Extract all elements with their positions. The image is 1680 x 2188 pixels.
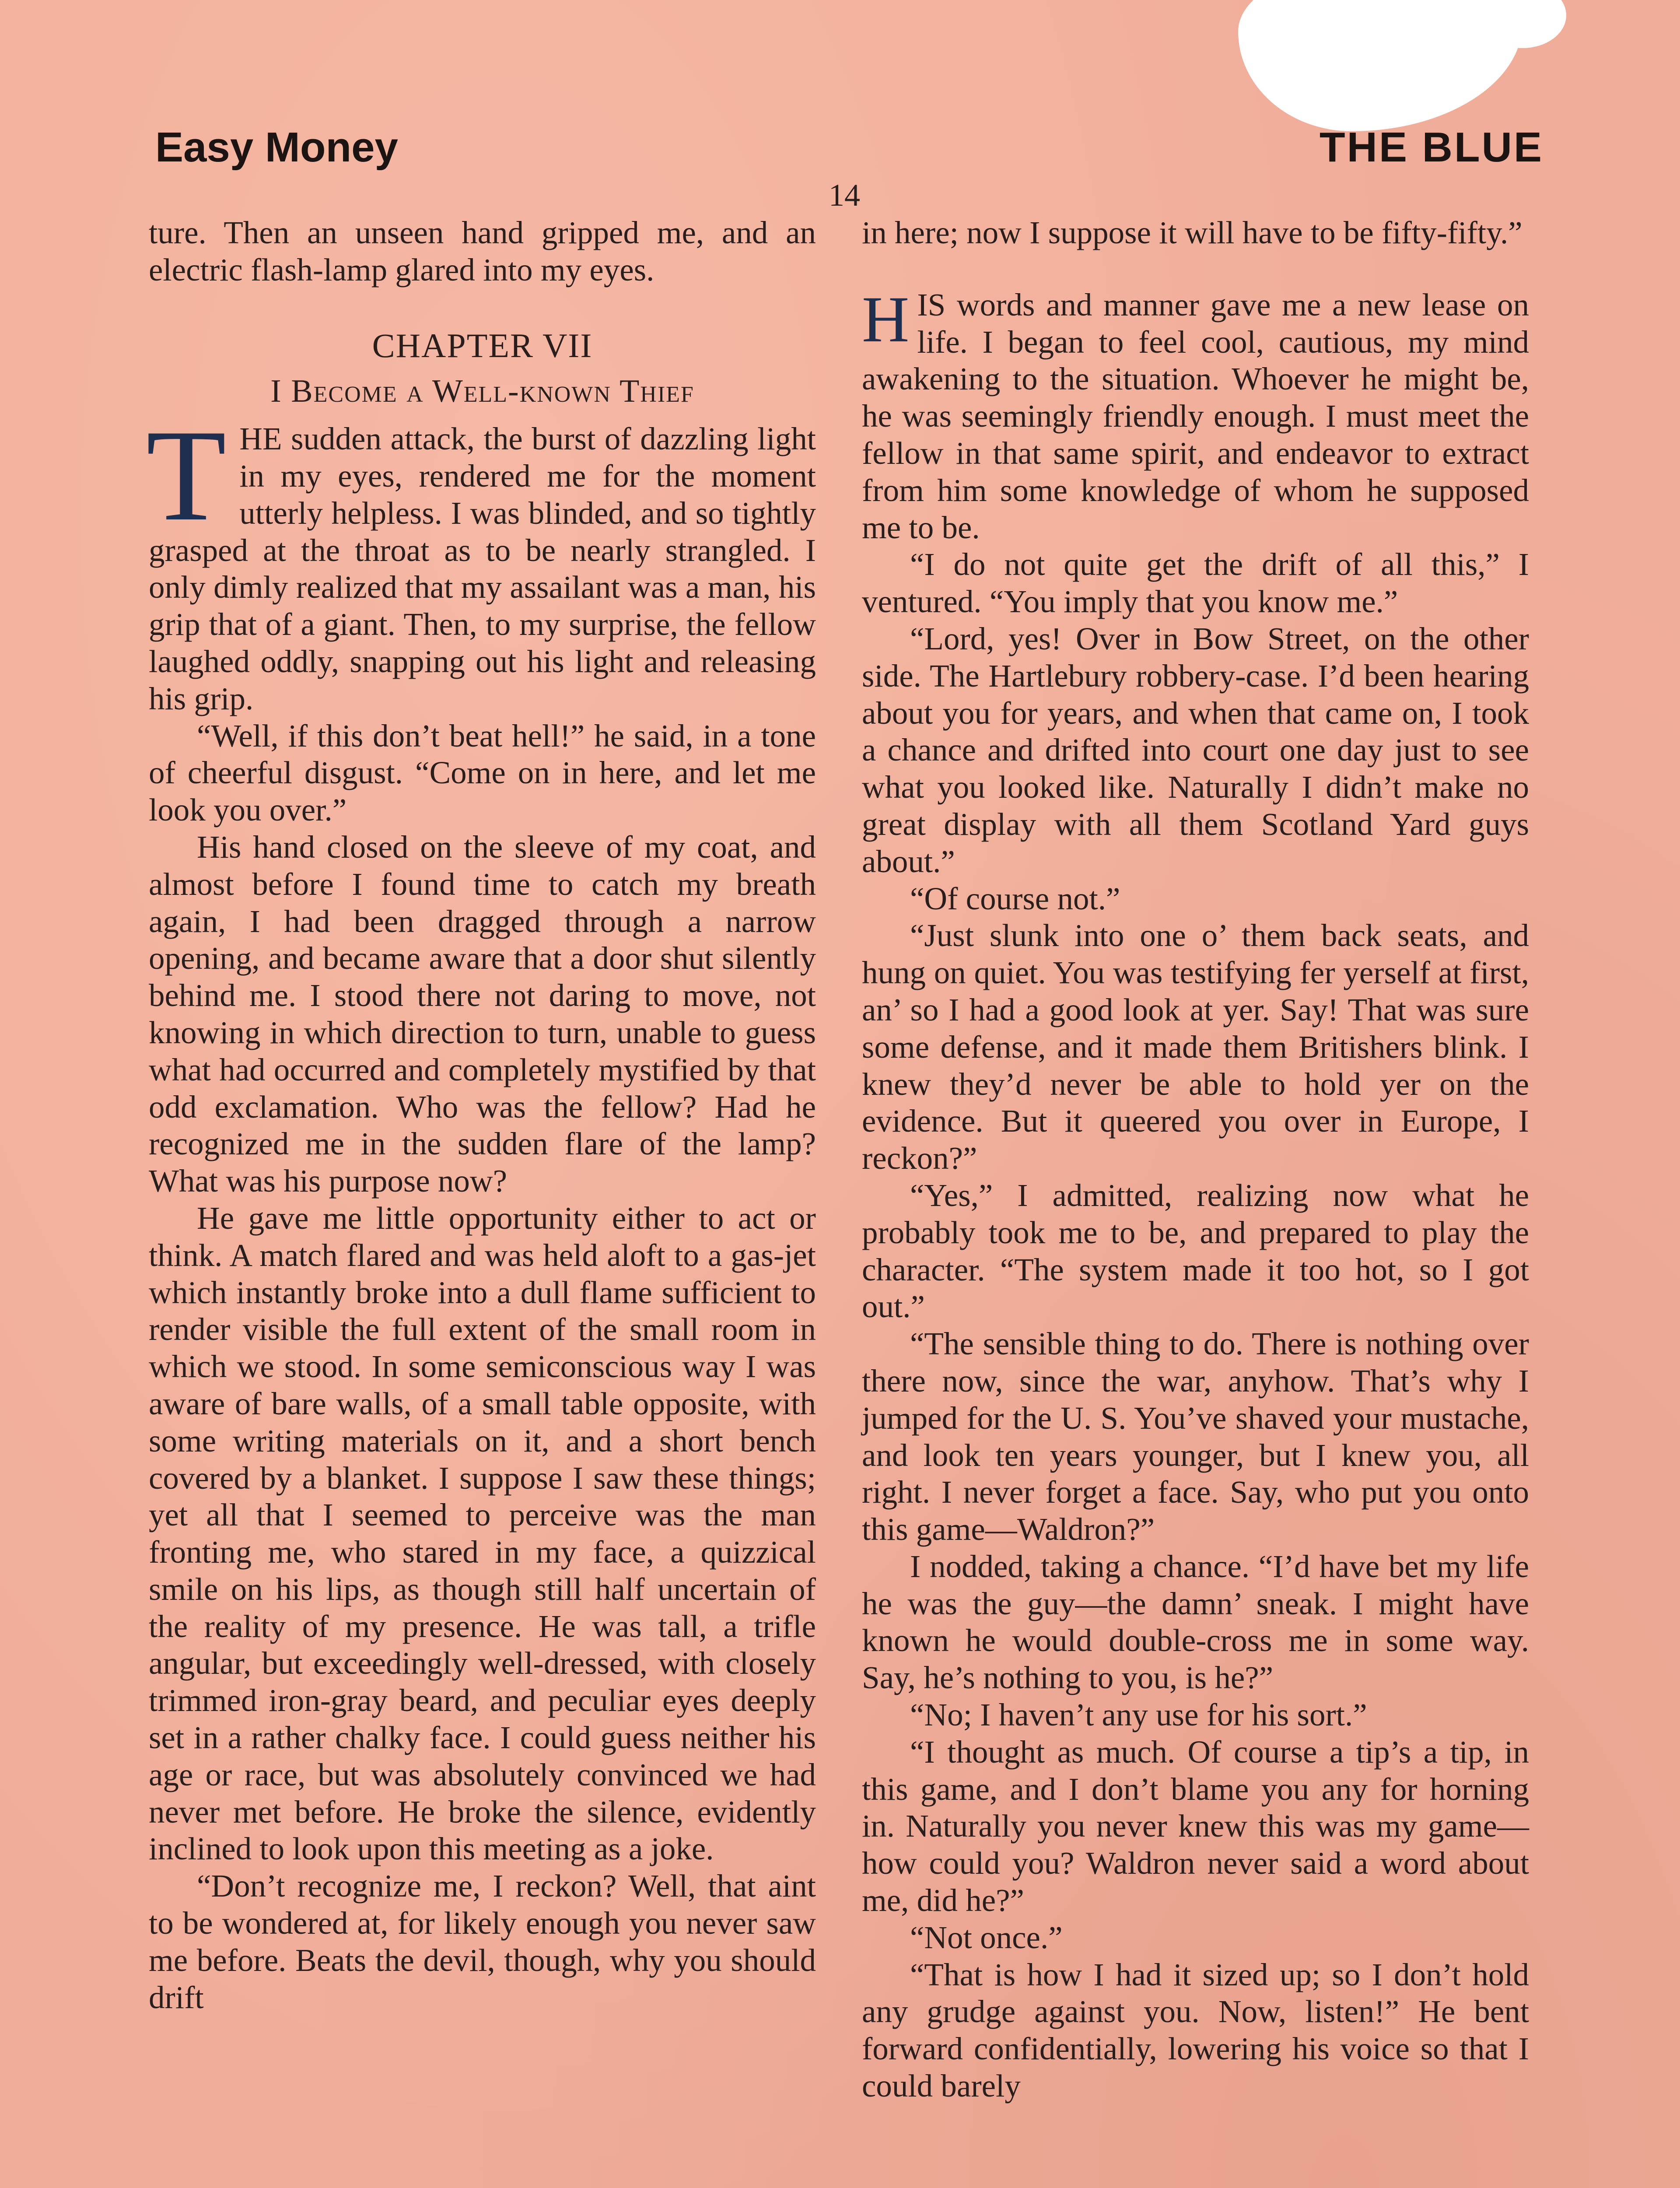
- paragraph: “Yes,” I admitted, realizing now what he probably took me to be, and prepared to play the character. “The system made it too hot, so I got out.”: [862, 1177, 1529, 1325]
- paragraph: in here; now I suppose it will have to be fifty-fifty.”: [862, 215, 1522, 250]
- paragraph: “That is how I had it sized up; so I don’t hold any grudge against you. Now, listen!” He bent forward confidentially, lowering his voice so that I could barely: [862, 1957, 1529, 2104]
- paragraph: “The sensible thing to do. There is nothing over there now, since the war, anyhow. That’s why I jumped for the U. S. You’ve shaved your mustache, and look ten years younger, but I knew you, all right. I never forget a face. Say, who put you onto this game—Waldron?”: [862, 1326, 1529, 1547]
- chapter-subtitle: I Become a Well-known Thief: [270, 373, 694, 410]
- running-header-magazine-title: THE BLUE: [1320, 124, 1544, 171]
- paragraph: “I do not quite get the drift of all this,” I ventured. “You imply that you know me.”: [862, 547, 1529, 620]
- page-number: 14: [829, 178, 860, 213]
- section-break: [862, 252, 1529, 287]
- paragraph: “I thought as much. Of course a tip’s a tip, in this game, and I don’t blame you any for horning in. Naturally you never knew this was my game—how could you? Waldron never said a word about me, did he?”: [862, 1734, 1529, 1918]
- paragraph: “Don’t recognize me, I reckon? Well, that aint to be wondered at, for likely enough you never saw me before. Beats the devil, though, why you should drift: [149, 1868, 816, 2015]
- paragraph-text: IS words and manner gave me a new lease on life. I began to feel cool, cautious, my mind awakening to the situation. Whoever he might be, he was seemingly friendly enough. I must meet the fellow in that same spirit, and endeavor to extract from him some knowledge of whom he supposed me to be.: [862, 287, 1529, 545]
- paragraph: ture. Then an unseen hand gripped me, and an electric flash-lamp glared into my eyes.: [149, 215, 816, 288]
- paragraph: “Not once.”: [910, 1919, 1063, 1955]
- left-text-column: [146, 214, 816, 2016]
- drop-cap: T: [146, 403, 227, 548]
- paragraph: I nodded, taking a chance. “I’d have bet my life he was the guy—the damn’ sneak. I might have known he would double-cross me in some way. Say, he’s nothing to you, is he?”: [862, 1548, 1529, 1696]
- chapter-title: CHAPTER VII: [372, 326, 593, 365]
- paragraph: His hand closed on the sleeve of my coat, and almost before I found time to catch my breath again, I had been dragged through a narrow opening, and became aware that a door shut silently behind me. I stood there not daring to move, not knowing in which direction to turn, unable to guess what had occurred and completely mystified by that odd exclamation. Who was the fellow? Had he recognized me in the sudden flare of the lamp? What was his purpose now?: [149, 829, 816, 1199]
- right-text-column: [862, 214, 1529, 2105]
- paragraph: “Just slunk into one o’ them back seats, and hung on quiet. You was testifying fer yerself at first, an’ so I had a good look at yer. Say! That was sure some defense, and it made them Britishers blink. I knew they’d never be able to hold yer on the evidence. But it queered you over in Europe, I reckon?”: [862, 918, 1529, 1176]
- paragraph: “Lord, yes! Over in Bow Street, on the other side. The Hartlebury robbery-case. I’d been hearing about you for years, and when that came on, I took a chance and drifted into court one day just to see what you looked like. Naturally I didn’t make no great display with all them Scotland Yard guys about.”: [862, 621, 1529, 879]
- running-header-story-title: Easy Money: [155, 124, 398, 171]
- paragraph-with-dropcap: [146, 403, 816, 717]
- paragraph: “Of course not.”: [910, 880, 1120, 916]
- paragraph-text: HE sudden attack, the burst of dazzling light in my eyes, rendered me for the moment utterly helpless. I was blinded, and so tightly grasped at the throat as to be nearly strangled. I only dimly realized that my assailant was a man, his grip that of a giant. Then, to my surprise, the fellow laughed oddly, snapping out his light and releasing his grip.: [149, 421, 816, 716]
- paragraph-with-dropcap: [862, 283, 1529, 547]
- paragraph: “Well, if this don’t beat hell!” he said, in a tone of cheerful disgust. “Come on in here, and let me look you over.”: [149, 718, 816, 828]
- drop-cap: H: [862, 283, 910, 356]
- paragraph: “No; I haven’t any use for his sort.”: [910, 1697, 1367, 1733]
- paragraph: He gave me little opportunity either to act or think. A match flared and was held aloft to a gas-jet which instantly broke into a dull flame sufficient to render visible the full extent of the small room in which we stood. In some semiconscious way I was aware of bare walls, of a small table opposite, with some writing materials on it, and a short bench covered by a blanket. I suppose I saw these things; yet all that I seemed to perceive was the man fronting me, who stared in my face, a quizzical smile on his lips, as though still half uncertain of the reality of my presence. He was tall, a trifle angular, but exceedingly well-dressed, with closely trimmed iron-gray beard, and peculiar eyes deeply set in a rather chalky face. I could guess neither his age or race, but was absolutely convinced we had never met before. He broke the silence, evidently inclined to look upon this meeting as a joke.: [149, 1200, 816, 1867]
